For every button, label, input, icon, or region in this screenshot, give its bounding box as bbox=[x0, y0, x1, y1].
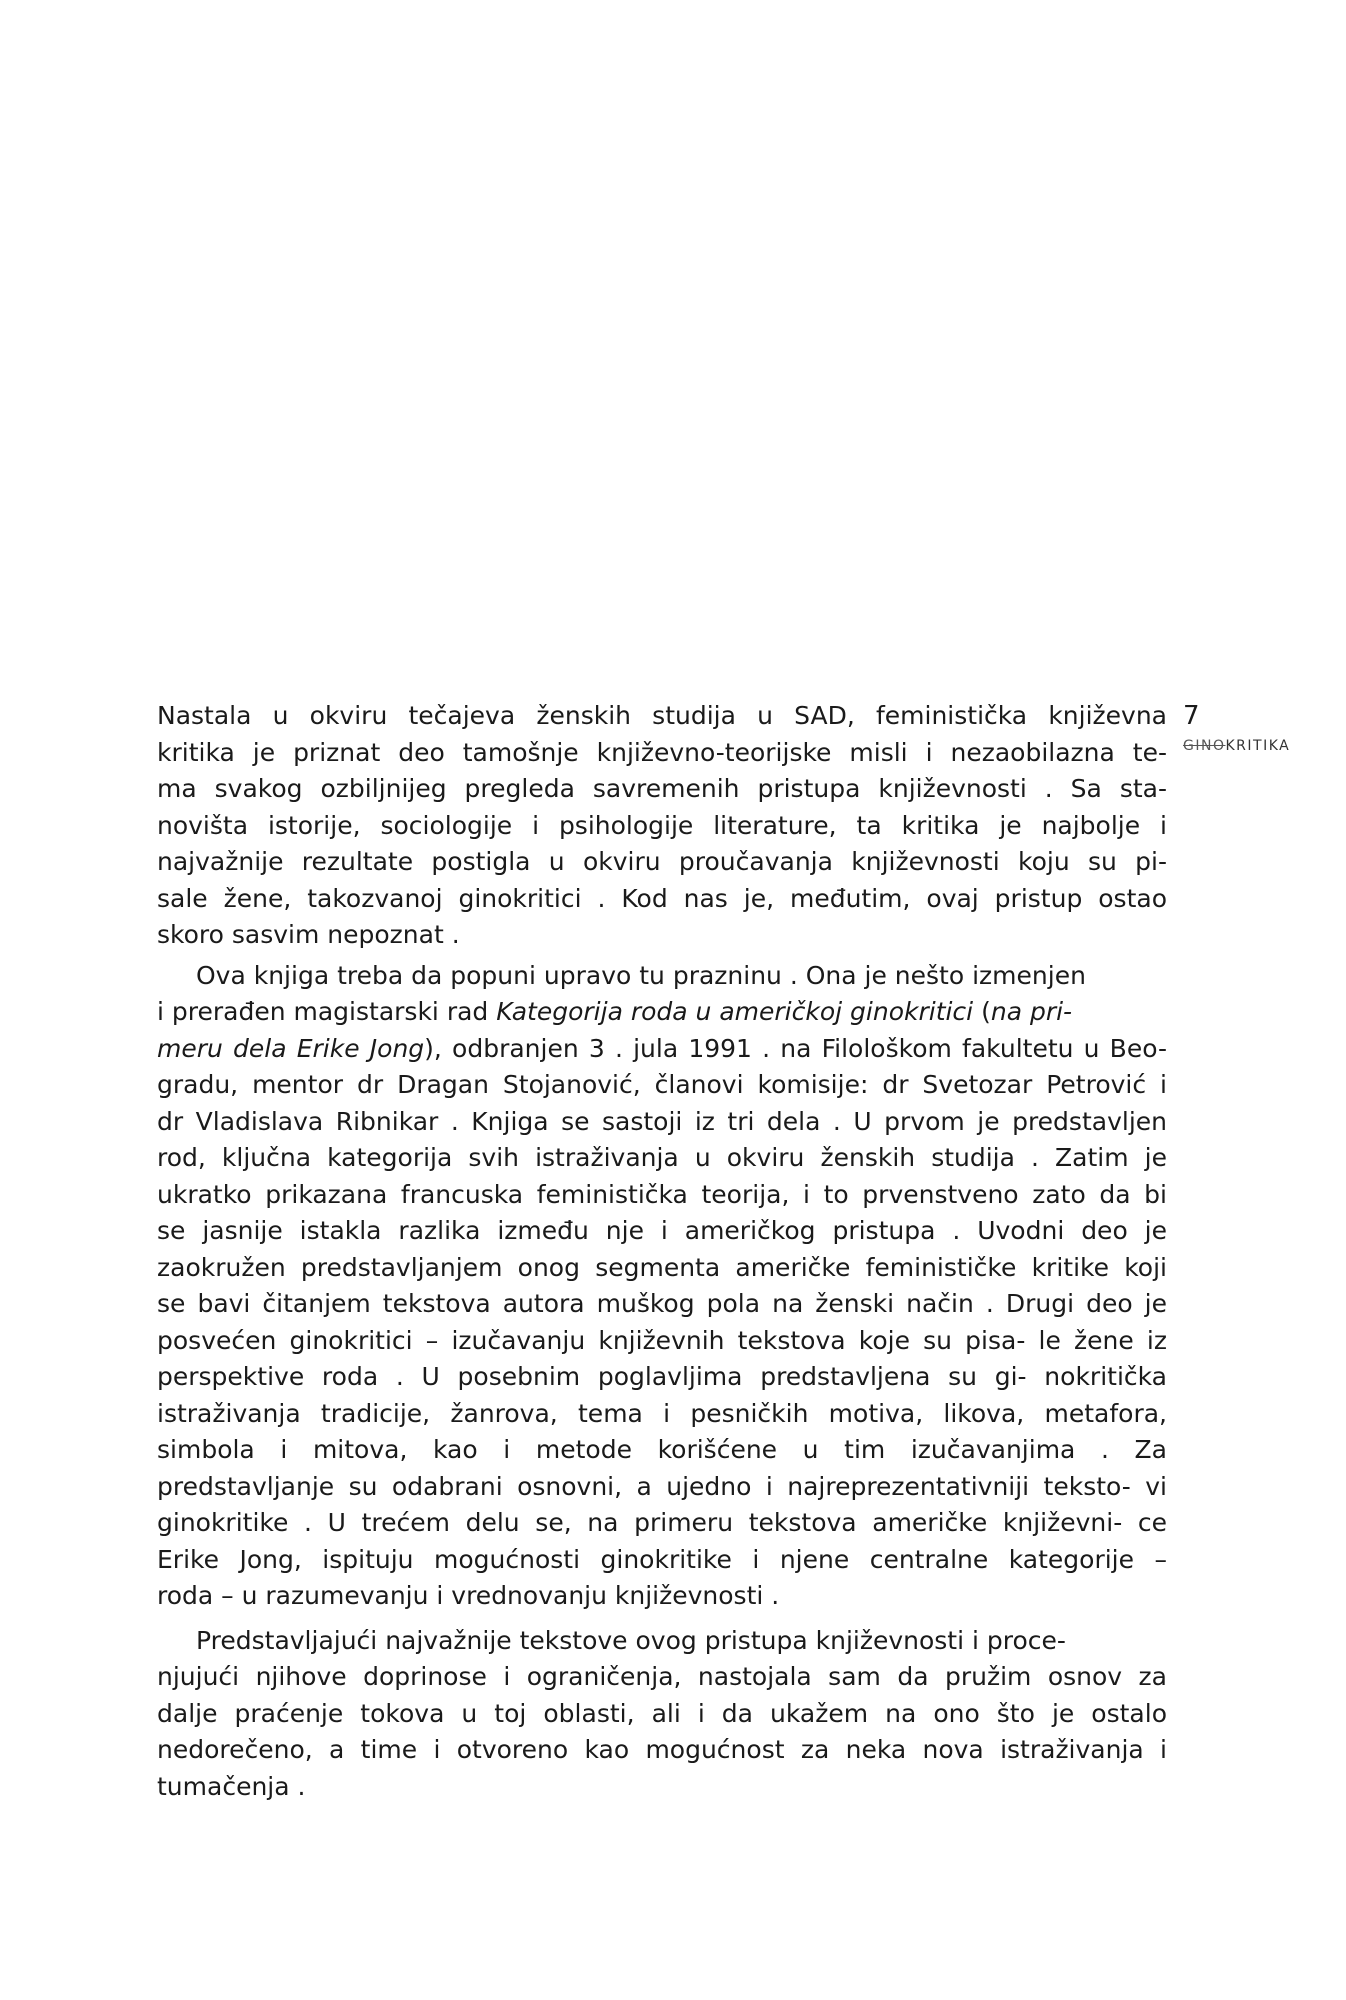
text-line: dr Vladislava Ribnikar . Knjiga se sastoji iz tri dela . U prvom je predstavljen bbox=[157, 1106, 1167, 1136]
text-line: njujući njihove doprinose i ograničenja, nastojala sam da pružim osnov za bbox=[157, 1662, 1167, 1691]
text-line: tumačenja . bbox=[157, 1771, 306, 1801]
text-line: se bavi čitanjem tekstova autora muškog pola na ženski način . Drugi deo je bbox=[157, 1289, 1167, 1318]
text-line: sale žene, takozvanoj ginokritici . Kod nas je, međutim, ovaj pristup ostao bbox=[157, 883, 1167, 913]
thesis-subtitle: meru dela Erike Jong bbox=[157, 1033, 425, 1063]
text-line: rod, ključna kategorija svih istraživanja u okviru ženskih studija . Zatim je bbox=[157, 1143, 1167, 1172]
text-line: perspektive roda . U posebnim poglavljima predstavljena su gi- nokritička bbox=[157, 1362, 1167, 1391]
text-line bbox=[157, 1031, 1167, 1068]
text-line: skoro sasvim nepoznat . bbox=[157, 920, 460, 949]
text-line: Ova knjiga treba da popuni upravo tu prazninu . Ona je nešto izmenjen bbox=[196, 960, 1086, 990]
text-line: Predstavljajući najvažnije tekstove ovog pristupa književnosti i proce- bbox=[196, 1625, 1066, 1655]
text-line: Erike Jong, ispituju mogućnosti ginokritike i njene centralne kategorije – bbox=[157, 1544, 1167, 1574]
paragraph-3 bbox=[157, 1623, 1167, 1806]
thesis-title: Kategorija roda u američkoj ginokritici bbox=[496, 997, 974, 1026]
text-line: zaokružen predstavljanjem onog segmenta američke feminističke kritike koji bbox=[157, 1252, 1167, 1282]
text-line: dalje praćenje tokova u toj oblasti, ali i da ukažem na ono što je ostalo bbox=[157, 1698, 1167, 1728]
text-line: ma svakog ozbiljnijeg pregleda savremenih pristupa književnosti . Sa sta- bbox=[157, 774, 1167, 803]
text-line: ginokritike . U trećem delu se, na primeru tekstova američke književni- ce bbox=[157, 1508, 1167, 1537]
text-line: novišta istorije, sociologije i psihologije literature, ta kritika je najbolje i bbox=[157, 810, 1167, 840]
text-line: posvećen ginokritici – izučavanju književnih tekstova koje su pisa- le žene iz bbox=[157, 1325, 1167, 1355]
paragraph-1 bbox=[157, 698, 1167, 954]
text-line: nedorečeno, a time i otvoreno kao mogućnost za neka nova istraživanja i bbox=[157, 1735, 1167, 1764]
text-fragment: ( bbox=[973, 997, 991, 1026]
text-fragment: i prerađen magistarski rad bbox=[157, 997, 497, 1026]
text-line bbox=[157, 994, 1167, 1031]
page-number: 7 bbox=[1183, 701, 1200, 731]
thesis-subtitle: na pri- bbox=[990, 997, 1073, 1026]
text-line: kritika je priznat deo tamošnje književno-teorijske misli i nezaobilazna te- bbox=[157, 737, 1167, 767]
running-head-rest: KRITIKA bbox=[1225, 738, 1291, 754]
text-line: simbola i mitova, kao i metode korišćene u tim izučavanjima . Za bbox=[157, 1435, 1167, 1464]
running-head-struck: GINO bbox=[1183, 738, 1226, 754]
text-line: najvažnije rezultate postigla u okviru proučavanja književnosti koju su pi- bbox=[157, 847, 1167, 876]
text-line: ukratko prikazana francuska feministička teorija, i to prvenstveno zato da bi bbox=[157, 1179, 1167, 1209]
text-line: roda – u razumevanju i vrednovanju književnosti . bbox=[157, 1581, 780, 1610]
text-line: predstavljanje su odabrani osnovni, a ujedno i najreprezentativniji teksto- vi bbox=[157, 1471, 1167, 1501]
text-fragment: ), odbranjen 3 . jula 1991 . na Filološkom fakultetu u Beo- bbox=[424, 1033, 1167, 1063]
text-line: istraživanja tradicije, žanrova, tema i pesničkih motiva, likova, metafora, bbox=[157, 1398, 1167, 1428]
body-text bbox=[157, 698, 1167, 1805]
paragraph-2 bbox=[157, 958, 1167, 1615]
text-line: Nastala u okviru tečajeva ženskih studija u SAD, feministička književna bbox=[157, 701, 1167, 730]
running-head bbox=[1183, 738, 1290, 754]
text-line: se jasnije istakla razlika između nje i američkog pristupa . Uvodni deo je bbox=[157, 1216, 1167, 1245]
text-line: gradu, mentor dr Dragan Stojanović, članovi komisije: dr Svetozar Petrović i bbox=[157, 1070, 1167, 1099]
